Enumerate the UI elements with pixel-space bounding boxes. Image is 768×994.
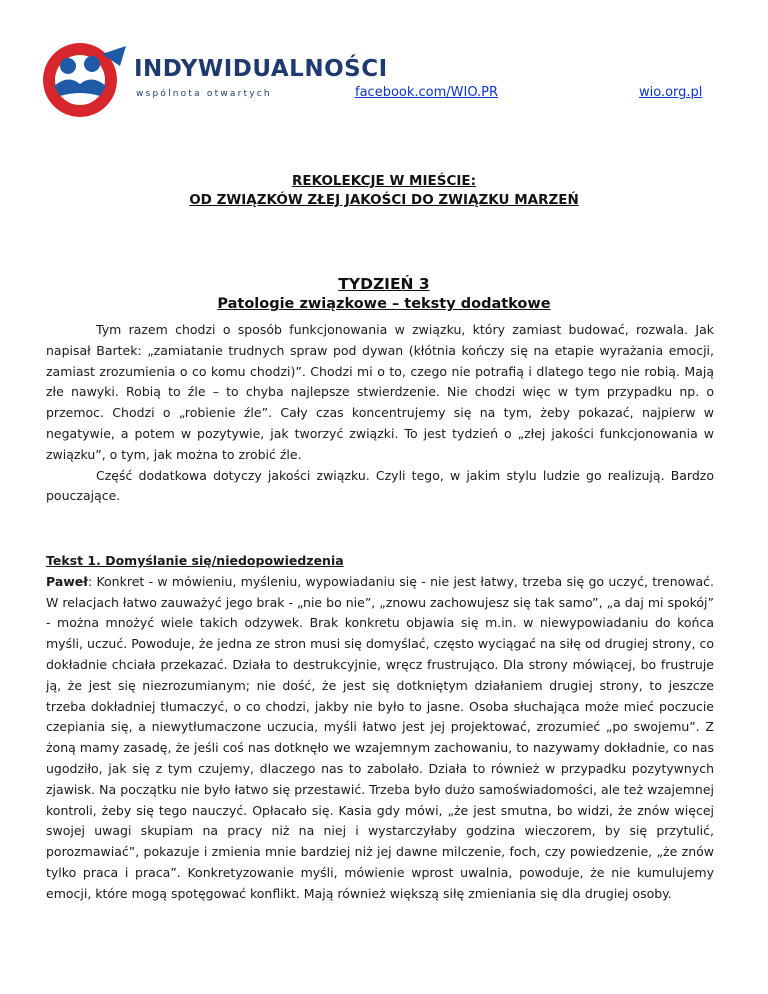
text1-paragraph [46,572,714,905]
text1-heading: Tekst 1. Domyślanie się/niedopowiedzenia [46,553,344,568]
intro-section [46,320,714,507]
document-title-line2: OD ZWIĄZKÓW ZŁEJ JAKOŚCI DO ZWIĄZKU MARZEŃ [189,192,579,208]
logo-people-icon [40,40,132,120]
document-title-line1: REKOLEKCJE W MIEŚCIE: [291,173,477,189]
website-link[interactable]: wio.org.pl [639,85,703,100]
week-subheading: Patologie związkowe – teksty dodatkowe [217,296,551,312]
logo-subtitle: wspólnota otwartych [136,89,272,99]
text1-section [46,551,714,905]
logo-title: INDYWIDUALNOŚCI [134,56,388,82]
facebook-link[interactable]: facebook.com/WIO.PR [355,85,499,100]
speaker-name: Paweł [46,573,88,589]
intro-paragraph-1: Tym razem chodzi o sposób funkcjonowania w związku, który zamiast budować, rozwala. Jak napisał Bartek: „zamiatanie trudnych spraw pod dywan (kłótnia kończy się na etapie wyrażania emocji, zamiast zrozumienia o co komu chodzi)”. Chodzi mi o to, czego nie potrafią i dlatego tego nie robią. Mają złe nawyki. Robią to źle – to chyba najlepsze stwierdzenie. Nie chodzi więc w tym przypadku np. o przemoc. Chodzi o „robienie źle”. Cały czas koncentrujemy się na tym, żeby pokazać, najpierw w negatywie, a potem w pozytywie, jak tworzyć związki. To jest tydzień o „złej jakości funkcjonowania w związku”, o tym, jak można to zrobić źle. [46,322,714,462]
text1-body: : Konkret - w mówieniu, myśleniu, wypowiadaniu się - nie jest łatwy, trzeba się go uczyć, trenować. W relacjach łatwo zauważyć jego brak - „nie bo nie”, „znowu zachowujesz się tak samo”, „a daj mi spokój” - można mnożyć wiele takich odzywek. Brak konkretu objawia się m.in. w niewypowiadaniu do końca myśli, uczuć. Powoduje, że jedna ze stron musi się domyślać, często wyciągać na siłę od drugiej strony, co dokładnie chciała przekazać. Działa to destrukcyjnie, wręcz frustrująco. Dla strony mówiącej, bo frustruje ją, że jest się niezrozumianym; nie dość, że jest się dotkniętym działaniem drugiej strony, to jeszcze trzeba dokładniej tłumaczyć, o co chodzi, jakby nie było to jasne. Osoba słuchająca może mieć poczucie czepiania się, a niewytłumaczone uczucia, myśli łatwo jest jej projektować, zrozumieć „po swojemu”. Z żoną mamy zasadę, że jeśli coś nas dotknęło we wzajemnym zachowaniu, to nazywamy dokładnie, co nas ugodziło, jak się z tym czujemy, dlaczego nas to zabolało. Działa to również w przypadku pozytywnych zjawisk. Na początku nie było łatwo się przestawić. Trzeba było dużo samoświadomości, ale też wzajemnej kontroli, żeby się tego nauczyć. Opłacało się. Kasia gdy mówi, „że jest smutna, bo widzi, że znów więcej swojej uwagi skupiam na pracy niż na niej i wystarczyłaby godzina wieczorem, by się przytulić, porozmawiać”, pokazuje i zmienia mnie bardziej niż jej dawne milczenie, foch, czy powiedzenie, „że znów tylko praca i praca”. Konkretyzowanie myśli, mówienie wprost uwalnia, powoduje, że nie kumulujemy emocji, które mogą spotęgować konflikt. Mają również większą siłę zmieniania się dla drugiej osoby. [46,573,714,901]
page-header [0,0,768,130]
week-heading: TYDZIEŃ 3 [338,275,430,293]
logo [40,40,388,120]
intro-paragraph-2: Część dodatkowa dotyczy jakości związku. Czyli tego, w jakim stylu ludzie go realizują. Bardzo pouczające. [46,467,714,504]
